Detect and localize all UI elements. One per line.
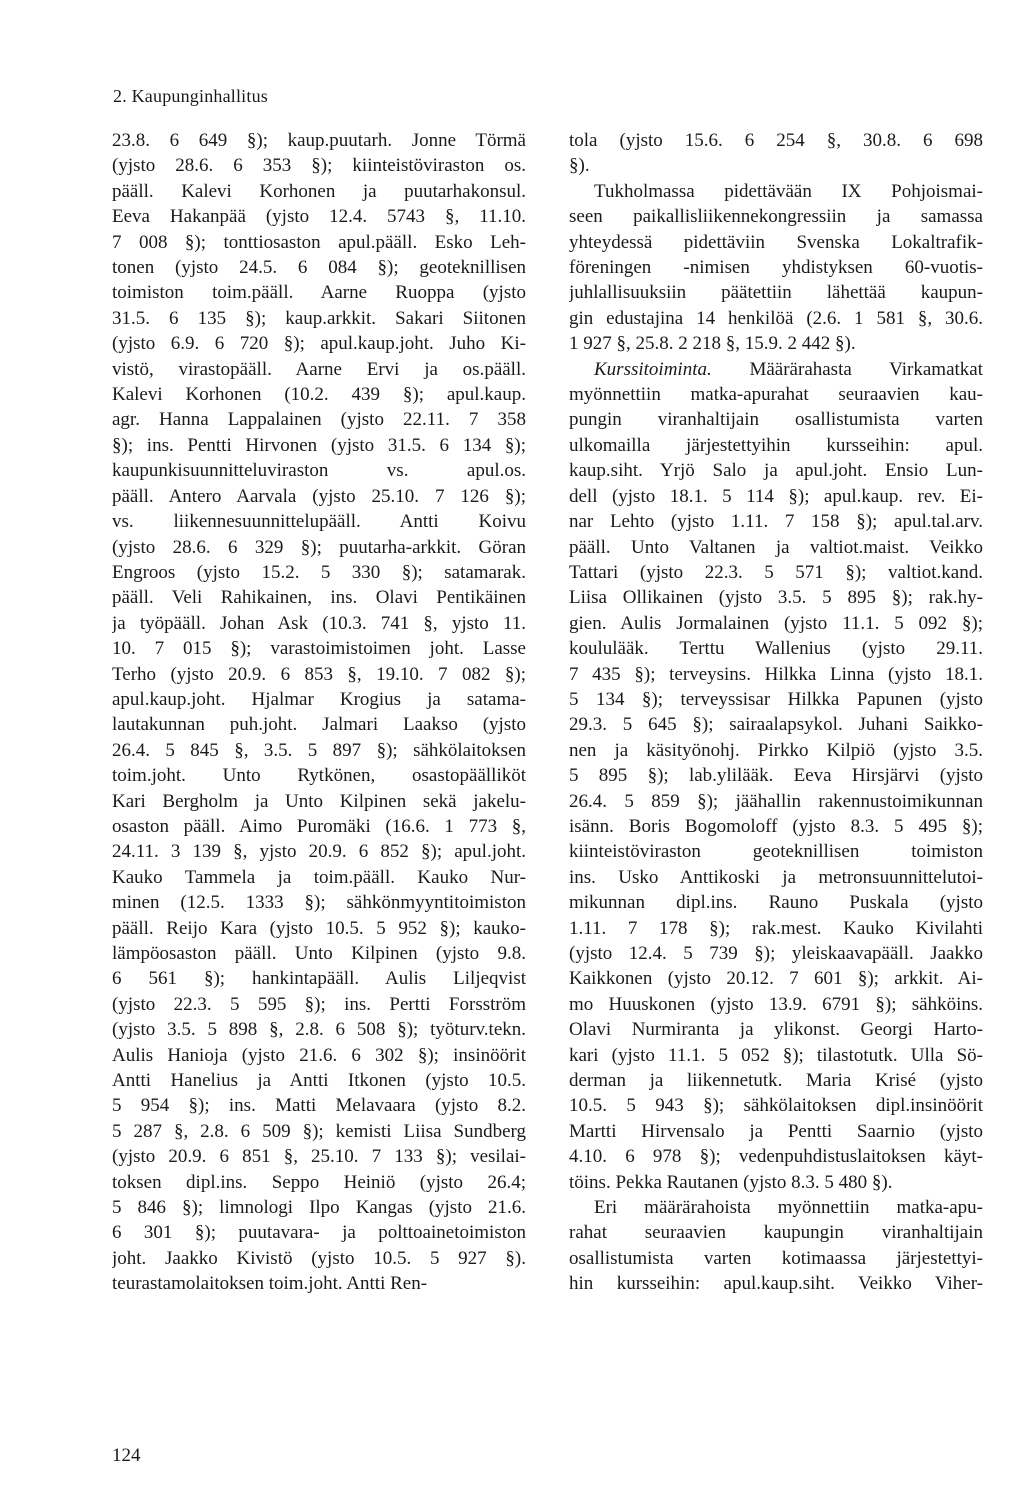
running-head: 2. Kaupunginhallitus [113,86,268,106]
text-line: 6 561 §); hankintapääll. Aulis Liljeqvist [112,968,526,990]
text-line: yhteydessä pidettäviin Svenska Lokaltrafik- [569,231,983,253]
text-line: (yjsto 28.6. 6 353 §); kiinteistöviraston os. [112,155,526,177]
text-line: §). [569,155,590,177]
text-line: mikunnan dipl.ins. Rauno Puskala (yjsto [569,892,983,914]
text-line: §); ins. Pentti Hirvonen (yjsto 31.5. 6 134 §); [112,434,526,456]
text-line: 31.5. 6 135 §); kaup.arkkit. Sakari Siitonen [112,307,526,329]
text-line: Kalevi Korhonen (10.2. 439 §); apul.kaup. [112,384,526,406]
section-heading: Kurssitoiminta. [594,358,712,380]
text-line: pungin viranhaltijain osallistumista varten [569,409,983,431]
text-line: lautakunnan puh.joht. Jalmari Laakso (yjsto [112,714,526,736]
text-line: 7 435 §); terveysins. Hilkka Linna (yjsto 18.1. [569,663,983,685]
text-line: juhlallisuuksiin päätettiin lähettää kaupun- [569,282,983,304]
text-line: Kauko Tammela ja toim.pääll. Kauko Nur- [112,866,526,888]
text-line: 4.10. 6 978 §); vedenpuhdistuslaitoksen käyt- [569,1146,983,1168]
text-line: koululääk. Terttu Wallenius (yjsto 29.11. [569,638,983,660]
text-line: Martti Hirvensalo ja Pentti Saarnio (yjsto [569,1120,983,1142]
text-line [569,357,983,382]
right-column [569,128,983,1297]
text-line: 7 008 §); tonttiosaston apul.pääll. Esko Leh- [112,231,526,253]
text-line: myönnettiin matka-apurahat seuraavien kau- [569,384,983,406]
text-line: (yjsto 20.9. 6 851 §, 25.10. 7 133 §); vesilai- [112,1146,526,1168]
text-line: föreningen -nimisen yhdistyksen 60-vuotis- [569,257,983,279]
section-text: Määrärahasta Virkamatkat [749,358,983,380]
text-line: 23.8. 6 649 §); kaup.puutarh. Jonne Törmä [112,130,526,151]
text-line: teurastamolaitoksen toim.joht. Antti Ren- [112,1273,428,1295]
text-line: 5 287 §, 2.8. 6 509 §); kemisti Liisa Sundberg [112,1120,526,1142]
text-line: Tattari (yjsto 22.3. 5 571 §); valtiot.kand. [569,561,983,583]
text-line: Terho (yjsto 20.9. 6 853 §, 19.10. 7 082 §); [112,663,526,685]
text-line: kaup.siht. Yrjö Salo ja apul.joht. Ensio Lun- [569,460,983,482]
text-line: pääll. Unto Valtanen ja valtiot.maist. Veikko [569,536,983,558]
text-line: ins. Usko Anttikoski ja metronsuunnittelutoi- [569,866,983,888]
text-line: seen paikallisliikennekongressiin ja samassa [569,206,983,228]
text-line: (yjsto 28.6. 6 329 §); puutarha-arkkit. Göran [112,536,526,558]
text-line: apul.kaup.joht. Hjalmar Krogius ja satama- [112,688,526,710]
text-line: Tukholmassa pidettävään IX Pohjoismai- [594,180,983,202]
text-line: kari (yjsto 11.1. 5 052 §); tilastotutk. Ulla Sö- [569,1044,983,1066]
text-line: rahat seuraavien kaupungin viranhaltijain [569,1222,983,1244]
text-line: agr. Hanna Lappalainen (yjsto 22.11. 7 358 [112,409,526,431]
text-line: dell (yjsto 18.1. 5 114 §); apul.kaup. rev. Ei- [569,485,983,507]
text-line: toim.joht. Unto Rytkönen, osastopäälliköt [112,765,526,787]
text-line: Olavi Nurmiranta ja ylikonst. Georgi Harto- [569,1019,983,1041]
text-line: Liisa Ollikainen (yjsto 3.5. 5 895 §); rak.hy- [569,587,983,609]
text-line: Eri määrärahoista myönnettiin matka-apu- [594,1197,983,1219]
text-line: (yjsto 6.9. 6 720 §); apul.kaup.joht. Juho Ki- [112,333,526,355]
text-line: 29.3. 5 645 §); sairaalapsykol. Juhani Saikko- [569,714,983,736]
text-line: 26.4. 5 859 §); jäähallin rakennustoimikunnan [569,790,983,812]
text-line: derman ja liikennetutk. Maria Krisé (yjsto [569,1070,983,1092]
text-line: 10. 7 015 §); varastoimistoimen joht. Lasse [112,638,526,660]
page-number: 124 [112,1445,141,1466]
text-line: töins. Pekka Rautanen (yjsto 8.3. 5 480 §). [569,1171,893,1193]
text-line: osaston pääll. Aimo Puromäki (16.6. 1 773 §, [112,815,526,837]
text-line: pääll. Antero Aarvala (yjsto 25.10. 7 126 §); [112,485,526,507]
text-line: nar Lehto (yjsto 1.11. 7 158 §); apul.tal.arv. [569,511,983,533]
text-line: tonen (yjsto 24.5. 6 084 §); geoteknillisen [112,257,526,279]
text-line: vistö, virastopääll. Aarne Ervi ja os.pääll. [112,358,526,380]
text-line: (yjsto 22.3. 5 595 §); ins. Pertti Forsström [112,993,526,1015]
text-line: pääll. Reijo Kara (yjsto 10.5. 5 952 §); kauko- [112,917,526,939]
text-line: pääll. Kalevi Korhonen ja puutarhakonsul. [112,180,526,202]
text-line: 24.11. 3 139 §, yjsto 20.9. 6 852 §); apul.joht. [112,841,526,863]
text-line: kiinteistöviraston geoteknillisen toimiston [569,841,983,863]
text-line: Engroos (yjsto 15.2. 5 330 §); satamarak. [112,561,526,583]
text-line: ulkomailla järjestettyihin kursseihin: apul. [569,434,983,456]
text-line: lämpöosaston pääll. Unto Kilpinen (yjsto 9.8. [112,943,526,964]
text-line: (yjsto 12.4. 5 739 §); yleiskaavapääll. Jaakko [569,943,983,964]
text-line: mo Huuskonen (yjsto 13.9. 6791 §); sähköins. [569,993,983,1015]
text-line: Antti Hanelius ja Antti Itkonen (yjsto 10.5. [112,1070,526,1092]
text-line: nen ja käsityönohj. Pirkko Kilpiö (yjsto 3.5. [569,739,983,761]
text-line: Kaikkonen (yjsto 20.12. 7 601 §); arkkit. Ai- [569,968,983,990]
text-line: joht. Jaakko Kivistö (yjsto 10.5. 5 927 §). [112,1247,526,1269]
text-line: 10.5. 5 943 §); sähkölaitoksen dipl.insinöörit [569,1095,983,1117]
text-line: (yjsto 3.5. 5 898 §, 2.8. 6 508 §); työturv.tekn. [112,1019,526,1041]
text-line: ja työpääll. Johan Ask (10.3. 741 §, yjsto 11. [112,612,526,634]
text-line: gien. Aulis Jormalainen (yjsto 11.1. 5 092 §); [569,612,983,634]
text-line: 26.4. 5 845 §, 3.5. 5 897 §); sähkölaitoksen [112,739,526,761]
text-line: osallistumista varten kotimaassa järjestettyi- [569,1247,983,1269]
text-line: 5 846 §); limnologi Ilpo Kangas (yjsto 21.6. [112,1197,526,1219]
text-line: pääll. Veli Rahikainen, ins. Olavi Pentikäinen [112,587,526,609]
text-line: 5 954 §); ins. Matti Melavaara (yjsto 8.2. [112,1095,526,1117]
text-line: Kari Bergholm ja Unto Kilpinen sekä jakelu- [112,790,526,812]
text-line: toksen dipl.ins. Seppo Heiniö (yjsto 26.4; [112,1171,526,1193]
text-line: toimiston toim.pääll. Aarne Ruoppa (yjsto [112,282,526,304]
text-line: kaupunkisuunnitteluviraston vs. apul.os. [112,460,526,482]
text-line: hin kursseihin: apul.kaup.siht. Veikko Viher- [569,1273,983,1295]
text-line: 1.11. 7 178 §); rak.mest. Kauko Kivilahti [569,917,983,939]
text-line: minen (12.5. 1333 §); sähkönmyyntitoimiston [112,892,526,914]
text-line: Aulis Hanioja (yjsto 21.6. 6 302 §); insinöörit [112,1044,526,1066]
text-line: vs. liikennesuunnittelupääll. Antti Koivu [112,511,526,533]
text-line: 5 134 §); terveyssisar Hilkka Papunen (yjsto [569,688,983,710]
text-line: gin edustajina 14 henkilöä (2.6. 1 581 §, 30.6. [569,307,983,329]
text-line: tola (yjsto 15.6. 6 254 §, 30.8. 6 698 [569,130,983,151]
text-line: 1 927 §, 25.8. 2 218 §, 15.9. 2 442 §). [569,333,856,355]
text-line: isänn. Boris Bogomoloff (yjsto 8.3. 5 495 §); [569,815,983,837]
text-line: Eeva Hakanpää (yjsto 12.4. 5743 §, 11.10. [112,206,526,228]
text-line: 6 301 §); puutavara- ja polttoainetoimiston [112,1222,526,1244]
text-line: 5 895 §); lab.ylilääk. Eeva Hirsjärvi (yjsto [569,765,983,787]
left-column [112,128,526,1297]
